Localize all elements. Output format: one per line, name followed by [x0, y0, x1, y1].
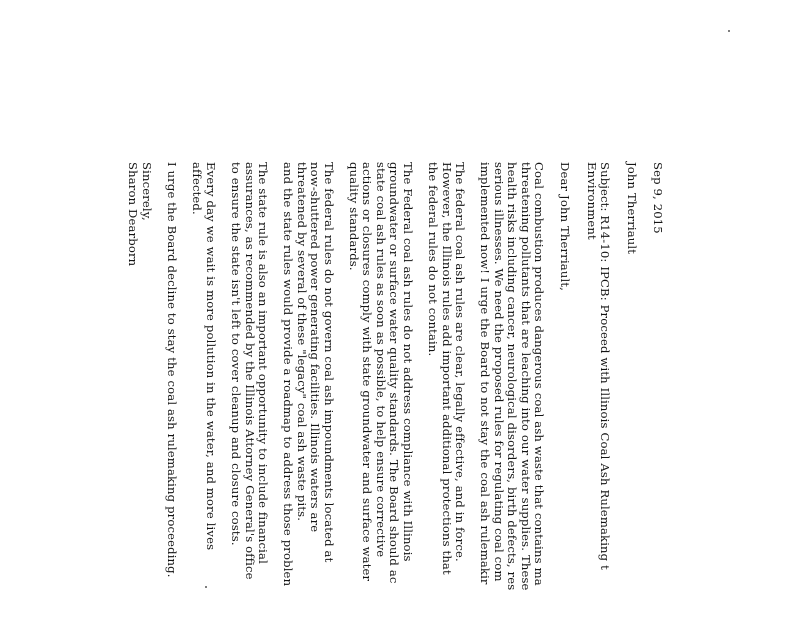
scan-speck: [728, 30, 730, 32]
paragraph-line: The federal rules do not govern coal ash impoundments located at: [321, 162, 336, 563]
scan-speck: [205, 586, 207, 588]
letter-date: Sep 9, 2015: [651, 162, 665, 234]
paragraph-line: Coal combustion produces dangerous coal ash waste that contains ma: [531, 162, 546, 586]
letter-subject-line-1: Subject: R14-10: IPCB: Proceed with Illinois Coal Ash Rulemaking t: [598, 162, 613, 570]
paragraph-line: now-shuttered power generating facilities. Illinois waters are: [308, 162, 323, 533]
paragraph-line: The federal coal ash rules are clear, legally effective, and in force.: [452, 162, 467, 562]
paragraph-groundwater: [347, 162, 414, 642]
letter-closing: Sincerely,: [139, 162, 154, 221]
paragraph-line: state coal ash rules as soon as possible, to help ensure corrective: [373, 162, 388, 558]
paragraph-line: the federal rules do not contain.: [426, 162, 441, 357]
letter-signature: Sharon Dearborn: [126, 162, 141, 267]
letter-subject-line-2: Environment: [584, 162, 599, 240]
paragraph-line: assurances, as recommended by the Illinois Attorney General's office: [242, 162, 257, 580]
paragraph-line: quality standards.: [347, 162, 362, 271]
paragraph-line: threatened by several of these "legacy" coal ash waste pits.: [294, 162, 309, 522]
paragraph-line: Every day we wait is more pollution in the water, and more lives: [203, 162, 218, 551]
paragraph-line: I urge the Board decline to stay the coal ash rulemaking proceeding.: [165, 162, 180, 578]
paragraph-line: groundwater or surface water quality standards. The Board should ac: [387, 162, 402, 584]
paragraph-line: implemented now! I urge the Board to not stay the coal ash rulemakir: [478, 162, 493, 585]
paragraph-line: and the state rules would provide a roadmap to address those problen: [281, 162, 296, 587]
paragraph-line: serious illnesses. We need the proposed rules for regulating coal com: [491, 162, 506, 582]
letter-body: [126, 162, 664, 642]
paragraph-line: to ensure the state isn't left to cover cleanup and closure costs.: [229, 162, 244, 546]
paragraph-line: The Federal coal ash rules do not address compliance with Illinois: [400, 162, 415, 562]
paragraph-line: threatening pollutants that are leaching into our water supplies. These: [518, 162, 533, 591]
letter-salutation: Dear John Therriault,: [558, 162, 573, 291]
paragraph-line: health risks including cancer, neurological disorders, birth defects, res: [505, 162, 520, 591]
paragraph-urge: [165, 162, 178, 642]
paragraph-line: actions or closures comply with state groundwater and surface water: [360, 162, 375, 582]
paragraph-legacy-pits: [281, 162, 335, 642]
paragraph-financial-assurance: [229, 162, 269, 642]
paragraph-coal-combustion: [478, 162, 545, 642]
paragraph-line: However, the Illinois rules add important additional protections that: [439, 162, 454, 575]
paragraph-line: The state rule is also an important opportunity to include financial: [256, 162, 271, 564]
paragraph-federal-rules: [426, 162, 466, 642]
paragraph-every-day: [190, 162, 217, 642]
letter-recipient: John Therriault: [624, 162, 639, 255]
paragraph-line: affected.: [190, 162, 205, 215]
